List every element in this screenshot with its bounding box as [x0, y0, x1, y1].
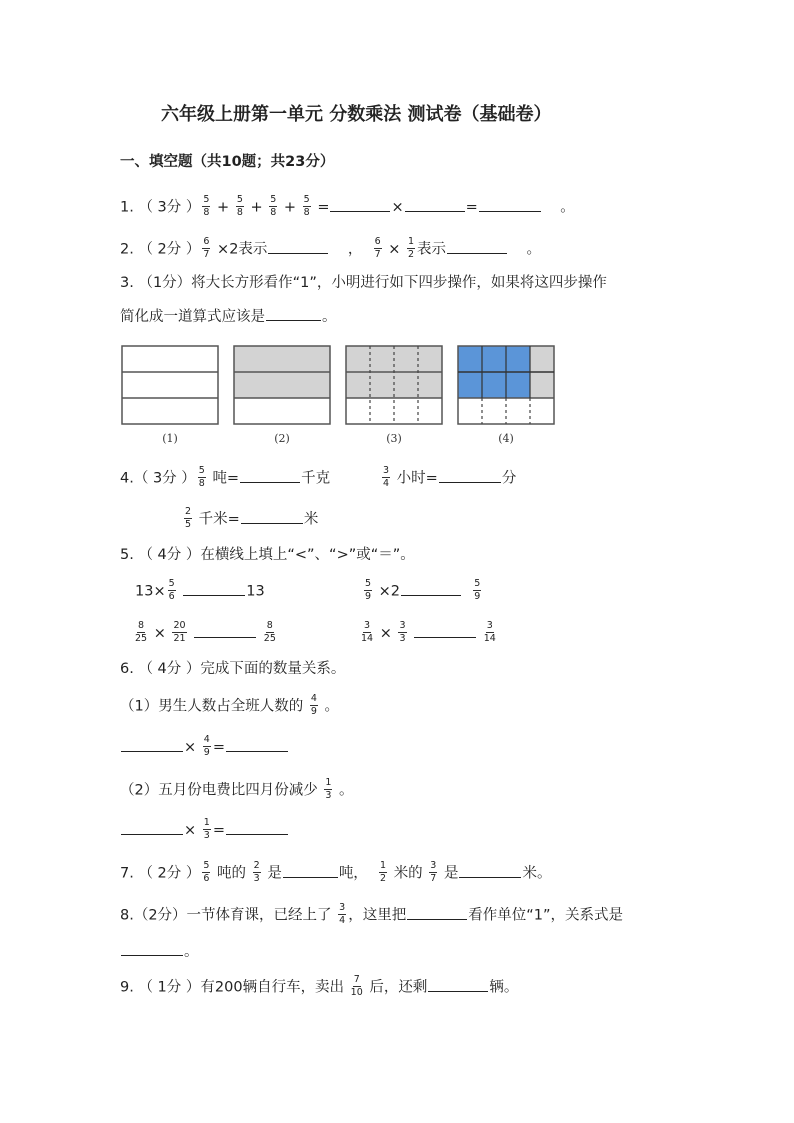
answer-blank[interactable] — [447, 239, 507, 254]
question-4-part-2: $\frac{3}{4}$ 小时= 分 — [383, 465, 517, 489]
fraction: $\frac{8}{25}$ — [135, 620, 148, 644]
question-1: 1. （ 3分 ） $\frac{5}{8}$ + $\frac{5}{8}$ + $\frac{5}{8}$ + $\frac{5}{8}$ = × = 。 — [120, 194, 575, 218]
section-heading: 一、填空题（共10题；共23分） — [120, 154, 335, 170]
fraction: $\frac{20}{21}$ — [173, 620, 186, 644]
q1-prefix: 1. （ 3分 ） — [120, 199, 201, 216]
fraction: $\frac{3}{14}$ — [483, 620, 496, 644]
question-9: 9. （ 1分 ）有200辆自行车，卖出 $\frac{7}{10}$ 后，还剩 辆。 — [120, 974, 519, 998]
question-3-line-1: 3. （1分）将大长方形看作“1”，小明进行如下四步操作，如果将这四步操作 — [120, 275, 607, 291]
answer-blank[interactable] — [240, 468, 300, 483]
fraction: $\frac{3}{4}$ — [339, 902, 346, 926]
fraction: $\frac{6}{7}$ — [203, 236, 210, 260]
figure-label-4: (4) — [498, 432, 514, 445]
answer-blank[interactable] — [121, 820, 183, 835]
fraction: $\frac{3}{4}$ — [383, 465, 390, 489]
answer-blank[interactable] — [401, 581, 461, 596]
fraction: $\frac{7}{10}$ — [350, 974, 363, 998]
question-6: 6. （ 4分 ）完成下面的数量关系。 — [120, 661, 346, 677]
fraction: $\frac{1}{3}$ — [325, 777, 332, 801]
rectangle-step-4 — [458, 346, 554, 424]
fraction: $\frac{4}{9}$ — [203, 734, 210, 758]
answer-blank[interactable] — [428, 977, 488, 992]
answer-blank[interactable] — [283, 863, 338, 878]
rectangle-step-3 — [346, 346, 442, 424]
answer-blank[interactable] — [330, 197, 390, 212]
question-7: 7. （ 2分 ） $\frac{5}{6}$ 吨的 $\frac{2}{3}$ 是 吨， $\frac{1}{2}$ 米的 $\frac{3}{7}$ 是 米。 — [120, 860, 552, 884]
rectangle-operations-figure — [118, 342, 568, 446]
q2-prefix: 2. （ 2分 ） — [120, 241, 201, 258]
answer-blank[interactable] — [183, 581, 245, 596]
question-6-part-1-equation: × $\frac{4}{9}$ = — [120, 736, 289, 759]
answer-blank[interactable] — [121, 941, 183, 956]
fraction: $\frac{1}{2}$ — [408, 236, 415, 260]
fraction: $\frac{5}{8}$ — [270, 194, 277, 218]
fraction: $\frac{5}{9}$ — [474, 578, 481, 602]
answer-blank[interactable] — [405, 197, 465, 212]
page-title: 六年级上册第一单元 分数乘法 测试卷（基础卷） — [161, 104, 552, 125]
answer-blank[interactable] — [266, 306, 321, 321]
question-8-line-2: 。 — [120, 941, 199, 962]
fraction: $\frac{5}{8}$ — [236, 194, 243, 218]
answer-blank[interactable] — [226, 737, 288, 752]
fraction: $\frac{3}{3}$ — [399, 620, 406, 644]
answer-blank[interactable] — [121, 737, 183, 752]
rectangle-step-2 — [234, 346, 330, 424]
answer-blank[interactable] — [241, 509, 303, 524]
question-6-part-2: （2）五月份电费比四月份减少 $\frac{1}{3}$ 。 — [120, 777, 354, 801]
answer-blank[interactable] — [226, 820, 288, 835]
fraction: $\frac{3}{14}$ — [361, 620, 374, 644]
fraction: $\frac{6}{7}$ — [374, 236, 381, 260]
fraction: $\frac{1}{3}$ — [203, 817, 210, 841]
fraction: $\frac{8}{25}$ — [263, 620, 276, 644]
question-3-line-2: 简化成一道算式应该是 。 — [120, 306, 337, 327]
answer-blank[interactable] — [268, 239, 328, 254]
question-5-d: $\frac{3}{14}$ × $\frac{3}{3}$ $\frac{3}{14}$ — [361, 620, 496, 644]
question-6-part-2-equation: × $\frac{1}{3}$ = — [120, 819, 289, 842]
fraction: $\frac{2}{3}$ — [253, 860, 260, 884]
fraction: $\frac{3}{7}$ — [430, 860, 437, 884]
question-5: 5. （ 4分 ）在横线上填上“<”、“>”或“＝”。 — [120, 547, 415, 563]
fraction: $\frac{5}{9}$ — [365, 578, 372, 602]
answer-blank[interactable] — [459, 863, 521, 878]
fraction: $\frac{5}{8}$ — [198, 465, 205, 489]
question-6-part-1: （1）男生人数占全班人数的 $\frac{4}{9}$ 。 — [120, 693, 339, 717]
figure-label-3: (3) — [386, 432, 402, 445]
answer-blank[interactable] — [194, 623, 256, 638]
fraction: $\frac{5}{6}$ — [168, 578, 175, 602]
fraction: $\frac{1}{2}$ — [380, 860, 387, 884]
figure-label-2: (2) — [274, 432, 290, 445]
answer-blank[interactable] — [479, 197, 541, 212]
question-8: 8.（2分）一节体育课，已经上了 $\frac{3}{4}$ ，这里把 看作单位“1”，关系式是 — [120, 902, 623, 926]
figure-label-1: (1) — [162, 432, 178, 445]
fraction: $\frac{5}{8}$ — [203, 194, 210, 218]
question-4-part-3: $\frac{2}{5}$ 千米= 米 — [185, 506, 319, 530]
fraction: $\frac{5}{6}$ — [203, 860, 210, 884]
rectangle-step-1 — [122, 346, 218, 424]
question-5-c: $\frac{8}{25}$ × $\frac{20}{21}$ $\frac{8}{25}$ — [135, 620, 276, 644]
fraction: $\frac{5}{8}$ — [303, 194, 310, 218]
question-2: 2. （ 2分 ） $\frac{6}{7}$ ×2表示 ， $\frac{6}{7}$ × $\frac{1}{2}$ 表示 。 — [120, 236, 541, 260]
answer-blank[interactable] — [414, 623, 476, 638]
fraction: $\frac{4}{9}$ — [310, 693, 317, 717]
question-4: 4.（ 3分 ） $\frac{5}{8}$ 吨= 千克 — [120, 465, 331, 489]
answer-blank[interactable] — [439, 468, 501, 483]
fraction: $\frac{2}{5}$ — [185, 506, 192, 530]
answer-blank[interactable] — [407, 905, 467, 920]
question-5-a: 13× $\frac{5}{6}$ 13 — [135, 578, 265, 602]
question-5-b: $\frac{5}{9}$ ×2 $\frac{5}{9}$ — [365, 578, 481, 602]
